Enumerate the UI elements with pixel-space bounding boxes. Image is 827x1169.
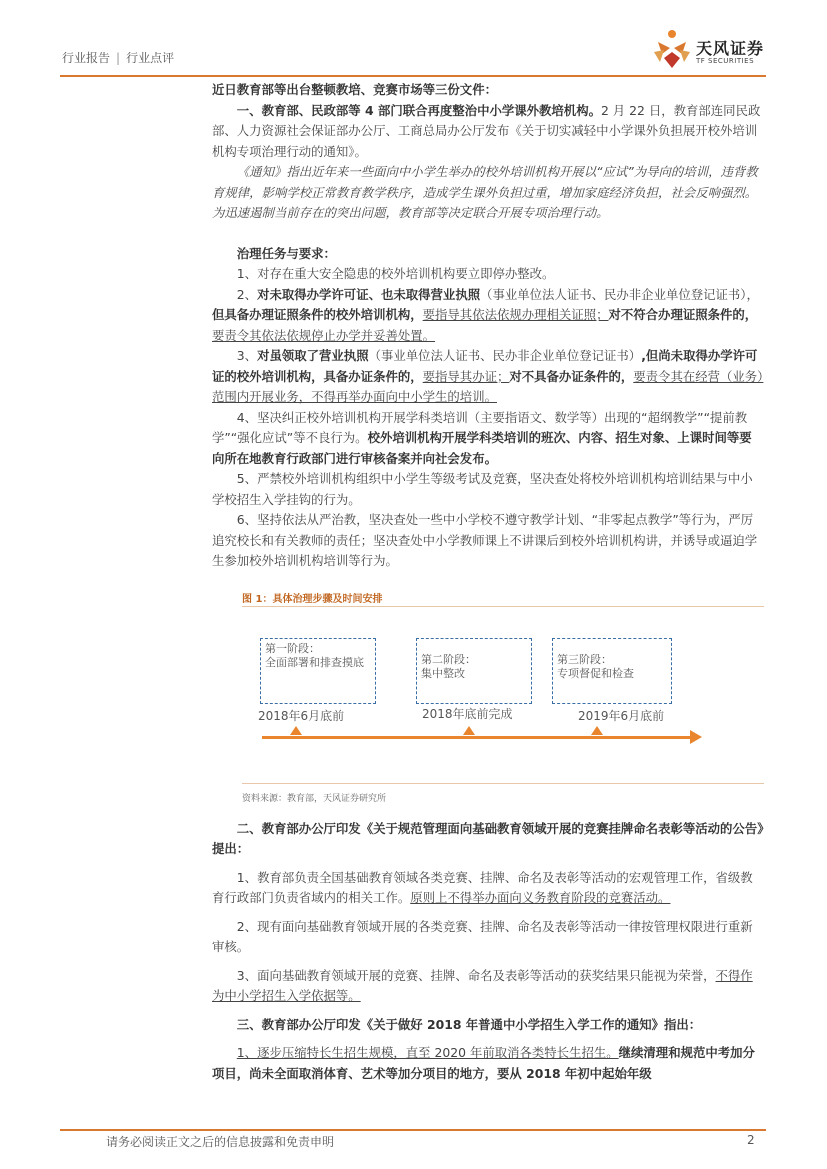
- section2-point-1-underline: 原则上不得举办面向义务教育阶段的竞赛活动。: [410, 890, 671, 905]
- task-3-bold-a: 对虽领取了营业执照: [257, 348, 369, 363]
- timeline-figure: [212, 586, 764, 811]
- section3-point-1-underline: 1、逐步压缩特长生招生规模，直至 2020 年前取消各类特长生招生。: [236, 1045, 619, 1060]
- stage-3-date: 2019年6月底前: [578, 708, 665, 723]
- report-body: [212, 80, 764, 1084]
- figure-source: 资料来源：教育部，天风证券研究所: [242, 793, 387, 804]
- breadcrumb-commentary: 行业点评: [126, 51, 175, 65]
- section2-point-1-text: 1、教育部负责全国基础教育领域各类竞赛、挂牌、命名及表彰等活动的宏观管理工作，省级教育行政部门负责省域内的相关工作。: [212, 869, 753, 905]
- task-4: [212, 408, 764, 470]
- section2-point-3-text: 3、面向基础教育领域开展的竞赛、挂牌、命名及表彰等活动的获奖结果只能视为荣誉，: [236, 967, 716, 983]
- task-2-number: 2、: [236, 286, 258, 302]
- task-1: 1、对存在重大安全隐患的校外培训机构要立即停办整改。: [236, 266, 555, 281]
- spacer: [212, 909, 764, 917]
- task-3: [212, 346, 764, 408]
- figure-top-rule: [242, 606, 764, 607]
- figure-bottom-rule: [242, 783, 764, 784]
- section1-text: 2 月 22 日，教育部连同民政部、人力资源社会保证部办公厅、工商总局办公厅发布《关于切实减轻中小学课外负担展开校外培训机构专项治理行动的通知》。: [212, 102, 761, 159]
- task-2-underline-a: 要指导其依法依规办理相关证照；: [422, 307, 609, 322]
- footer-divider: [60, 1129, 766, 1131]
- task-4-bold: 校外培训机构开展学科类培训的班次、内容、招生对象、上课时间等要向所在地教育行政部门进行审核备案并向社会发布。: [212, 430, 752, 466]
- stage-2-box: 第二阶段： 集中整改: [416, 638, 532, 704]
- footer-disclaimer: 请务必阅读正文之后的信息披露和免责申明: [106, 1135, 335, 1149]
- task-2-bold-a: 对未取得办学许可证、也未取得营业执照: [257, 286, 481, 302]
- task-2-bold-c: 对不符合办理证照条件的，: [608, 307, 758, 322]
- tf-securities-logo: [650, 28, 770, 73]
- section2-heading: 二、教育部办公厅印发《关于规范管理面向基础教育领域开展的竞赛挂牌命名表彰等活动的公告》提出：: [212, 820, 764, 856]
- section1-paragraph: [212, 101, 764, 163]
- spacer: [212, 1007, 764, 1015]
- task-2-underline-b: 要责令其依法依规停止办学并妥善处置。: [212, 327, 436, 343]
- task-3-underline-b: 要责令其在经营（业务）范围内开展业务，不得再举办面向中小学生的培训。: [212, 368, 764, 404]
- task-3-number: 3、: [236, 348, 258, 363]
- tasks-title: 治理任务与要求：: [236, 245, 336, 261]
- section2-point-3: [212, 966, 764, 1007]
- logo-name-en: TF SECURITIES: [696, 57, 755, 65]
- task-5: 5、严禁校外培训机构组织中小学生等级考试及竞赛，坚决查处将校外培训机构培训结果与中小学校招生入学挂钩的行为。: [212, 471, 753, 507]
- section3-heading: 三、教育部办公厅印发《关于做好 2018 年普通中小学招生入学工作的通知》指出：: [236, 1016, 702, 1032]
- breadcrumb-separator: |: [116, 51, 121, 65]
- stage-2-date: 2018年底前完成: [422, 706, 513, 721]
- spacer: [212, 860, 764, 868]
- spacer: [212, 1035, 764, 1043]
- timeline-arrow-icon: [690, 730, 702, 744]
- section2-point-3-underline: 不得作为中小学招生入学依据等。: [212, 967, 753, 1003]
- task-2-bold-b: 但具备办理证照条件的校外培训机构，: [212, 307, 423, 322]
- timeline-marker-1: [290, 726, 302, 735]
- intro-line: 近日教育部等出台整顿教培、竞赛市场等三份文件：: [212, 82, 497, 97]
- logo-name-cn: 天风证券: [696, 39, 765, 58]
- timeline-marker-2: [463, 726, 475, 735]
- task-3-bold-c: 对不具备办证条件的，: [509, 368, 634, 384]
- notice-paragraph: 《通知》指出近年来一些面向中小学生举办的校外培训机构开展以“应试”为导向的培训，违背教育规律，影响学校正常教育教学秩序，造成学生课外负担过重，增加家庭经济负担，社会反响强烈。为迅速遏制当前存在的突出问题，教育部等决定联合开展专项治理行动。: [212, 164, 758, 220]
- figure-title: 图 1：具体治理步骤及时间安排: [242, 593, 383, 605]
- report-breadcrumb: [62, 49, 174, 66]
- page-number: 2: [747, 1133, 755, 1147]
- section2-point-1: [212, 868, 764, 909]
- timeline-axis: [262, 736, 694, 739]
- task-4-text: 4、坚决纠正校外培训机构开展学科类培训（主要指语文、数学等）出现的“超纲教学”“提前教学”“强化应试”等不良行为。: [212, 409, 748, 445]
- logo-mark-icon: [650, 28, 694, 72]
- header-divider: [60, 75, 766, 77]
- section3-point-1: [212, 1043, 764, 1084]
- task-3-text-a: （事业单位法人证书、民办非企业单位登记证书）: [368, 348, 642, 363]
- timeline-marker-3: [591, 726, 603, 735]
- task-2-text-a: （事业单位法人证书、民办非企业单位登记证书），: [480, 286, 759, 302]
- section3-point-1-bold: 继续清理和规范中考加分项目，尚未全面取消体育、艺术等加分项目的地方，要从 2018 年初中起始年级: [212, 1045, 755, 1081]
- task-3-underline-a: 要指导其办证；: [422, 368, 510, 384]
- task-3-bold-b: ,但尚未取得办学许可证的校外培训机构，具备办证条件的，: [212, 348, 758, 384]
- stage-1-box: 第一阶段： 全面部署和排查摸底: [260, 638, 376, 704]
- spacer: [212, 958, 764, 966]
- spacer: [212, 811, 764, 819]
- section2-point-2: 2、现有面向基础教育领域开展的各类竞赛、挂牌、命名及表彰等活动一律按管理权限进行重新审核。: [212, 918, 753, 954]
- stage-3-box: 第三阶段： 专项督促和检查: [552, 638, 672, 704]
- spacer: [212, 224, 764, 244]
- section1-heading: 一、教育部、民政部等 4 部门联合再度整治中小学课外教培机构。: [236, 102, 601, 118]
- task-2: [212, 285, 764, 347]
- breadcrumb-report: 行业报告: [62, 51, 111, 65]
- stage-1-date: 2018年6月底前: [258, 708, 345, 723]
- task-6: 6、坚持依法从严治教，坚决查处一些中小学校不遵守教学计划、“非零起点教学”等行为，严厉追究校长和有关教师的责任；坚决查处中小学教师课上不讲课后到校外培训机构讲，并诱导或逼迫学生参加校外培训机构培训等行为。: [212, 512, 758, 568]
